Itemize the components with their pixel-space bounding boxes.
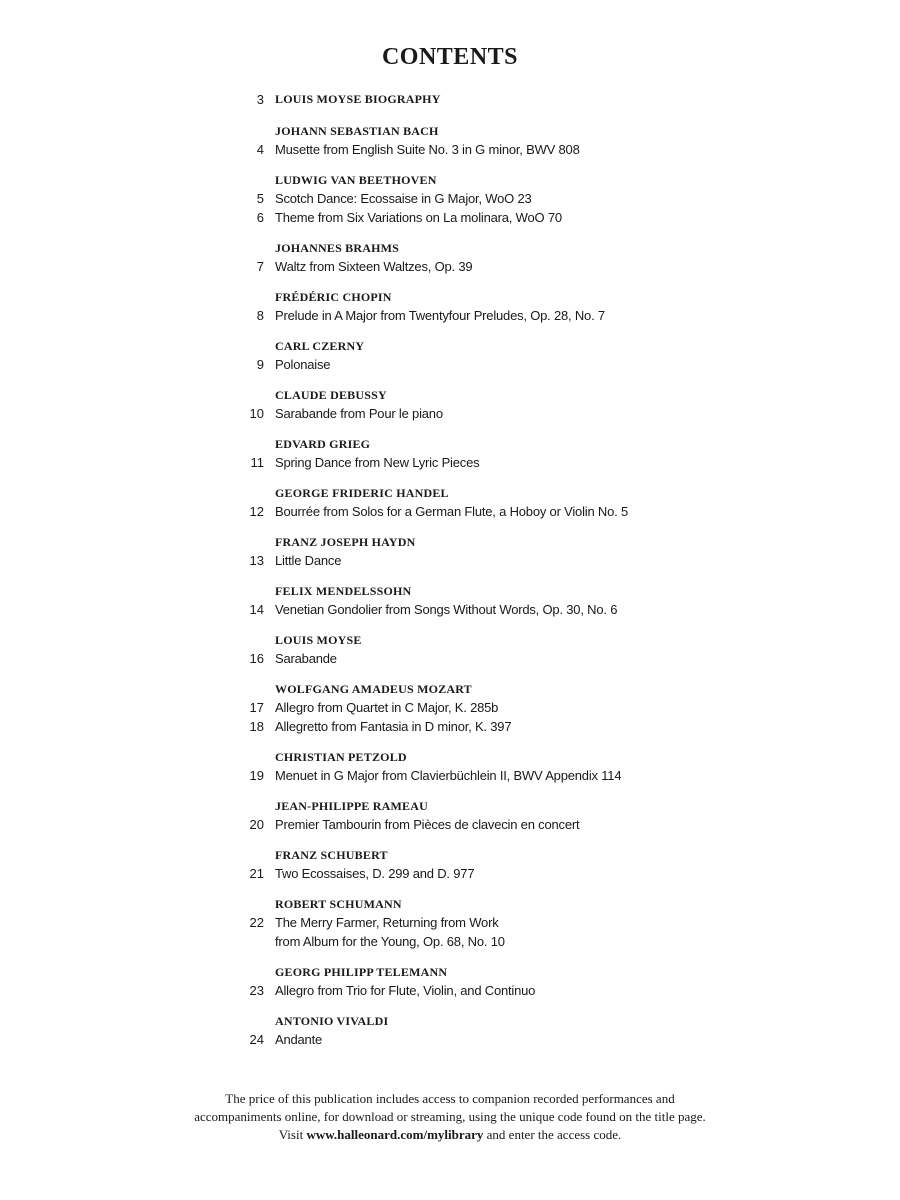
composer-name: ROBERT SCHUMANN [275, 897, 402, 911]
piece-title: Premier Tambourin from Pièces de clavecin en concert [275, 817, 580, 832]
composer-name: CARL CZERNY [275, 339, 365, 353]
toc-entry[interactable] [0, 815, 900, 834]
composer-heading [0, 240, 900, 257]
piece-title: Theme from Six Variations on La molinara, WoO 70 [275, 210, 562, 225]
composer-name: JOHANN SEBASTIAN BACH [275, 124, 439, 138]
page-number: 20 [249, 817, 264, 832]
toc-entry[interactable] [0, 717, 900, 736]
toc-entry[interactable] [0, 257, 900, 276]
page-number: 22 [249, 915, 264, 930]
page-number: 4 [256, 142, 264, 157]
composer-heading [0, 172, 900, 189]
piece-title: Allegretto from Fantasia in D minor, K. 397 [275, 719, 512, 734]
page-number: 21 [249, 866, 264, 881]
composer-name: LOUIS MOYSE [275, 633, 362, 647]
composer-group [0, 964, 900, 1000]
piece-title: Andante [275, 1032, 323, 1047]
composer-name: GEORGE FRIDERIC HANDEL [275, 486, 449, 500]
footer-note [0, 1090, 900, 1144]
toc-entry[interactable] [0, 355, 900, 374]
composer-name: FRANZ JOSEPH HAYDN [275, 535, 416, 549]
composer-group [0, 534, 900, 570]
piece-title: Two Ecossaises, D. 299 and D. 977 [275, 866, 475, 881]
composer-heading [0, 436, 900, 453]
composer-group [0, 583, 900, 619]
composer-group [0, 289, 900, 325]
composer-heading [0, 632, 900, 649]
page-number: 8 [256, 308, 264, 323]
page-number: 16 [249, 651, 264, 666]
composer-name: FRANZ SCHUBERT [275, 848, 388, 862]
piece-title: Little Dance [275, 553, 342, 568]
composer-name: GEORG PHILIPP TELEMANN [275, 965, 448, 979]
footer-line-3 [0, 1126, 900, 1144]
page-title: CONTENTS [381, 44, 519, 70]
composer-heading [0, 485, 900, 502]
piece-title: Polonaise [275, 357, 331, 372]
composer-group [0, 485, 900, 521]
page-number: 3 [256, 92, 264, 107]
biography-entry [0, 90, 900, 109]
piece-title: Waltz from Sixteen Waltzes, Op. 39 [275, 259, 473, 274]
page-number: 6 [256, 210, 264, 225]
page-number: 10 [249, 406, 264, 421]
composer-heading [0, 896, 900, 913]
composer-heading [0, 534, 900, 551]
piece-title: Menuet in G Major from Clavierbüchlein II, BWV Appendix 114 [275, 768, 622, 783]
composer-name: FELIX MENDELSSOHN [275, 584, 412, 598]
page-number: 17 [249, 700, 264, 715]
composer-group [0, 847, 900, 883]
piece-title: Allegro from Trio for Flute, Violin, and Continuo [275, 983, 536, 998]
toc-entry[interactable] [0, 453, 900, 472]
composer-name: LUDWIG VAN BEETHOVEN [275, 173, 437, 187]
composer-group [0, 896, 900, 951]
composer-group [0, 632, 900, 668]
toc-entry[interactable] [0, 981, 900, 1000]
page-number: 18 [249, 719, 264, 734]
piece-title: Spring Dance from New Lyric Pieces [275, 455, 480, 470]
table-of-contents [0, 90, 900, 1049]
page-number: 14 [249, 602, 264, 617]
toc-entry[interactable] [0, 189, 900, 208]
piece-title: Prelude in A Major from Twentyfour Preludes, Op. 28, No. 7 [275, 308, 605, 323]
page-number: 23 [249, 983, 264, 998]
composer-name: FRÉDÉRIC CHOPIN [275, 290, 392, 304]
composer-group [0, 338, 900, 374]
piece-title: Bourrée from Solos for a German Flute, a Hoboy or Violin No. 5 [275, 504, 628, 519]
page-number: 9 [256, 357, 264, 372]
composer-name: WOLFGANG AMADEUS MOZART [275, 682, 472, 696]
footer-line-1: The price of this publication includes access to companion recorded performances and [225, 1091, 675, 1106]
composer-group [0, 436, 900, 472]
toc-entry[interactable] [0, 649, 900, 668]
composer-name: CHRISTIAN PETZOLD [275, 750, 407, 764]
toc-entry[interactable] [0, 600, 900, 619]
composer-heading [0, 387, 900, 404]
composer-name: JOHANNES BRAHMS [275, 241, 400, 255]
piece-title: The Merry Farmer, Returning from Work [275, 915, 499, 930]
page-number: 12 [249, 504, 264, 519]
page-number: 13 [249, 553, 264, 568]
composer-heading [0, 749, 900, 766]
composer-group [0, 240, 900, 276]
toc-entry[interactable] [0, 306, 900, 325]
footer-line-2: accompaniments online, for download or streaming, using the unique code found on the title page. [194, 1109, 706, 1124]
composer-group [0, 798, 900, 834]
composer-group [0, 387, 900, 423]
toc-entry[interactable] [0, 1030, 900, 1049]
composer-group [0, 1013, 900, 1049]
composer-name: ANTONIO VIVALDI [275, 1014, 389, 1028]
composer-heading [0, 798, 900, 815]
composer-group [0, 681, 900, 736]
composer-heading [0, 964, 900, 981]
composer-name: JEAN-PHILIPPE RAMEAU [275, 799, 428, 813]
toc-entry[interactable] [0, 864, 900, 883]
composer-group [0, 123, 900, 159]
toc-entry[interactable] [0, 698, 900, 717]
composer-heading [0, 681, 900, 698]
piece-title: Allegro from Quartet in C Major, K. 285b [275, 700, 499, 715]
toc-entry[interactable] [0, 208, 900, 227]
piece-title: Sarabande from Pour le piano [275, 406, 443, 421]
composer-name: EDVARD GRIEG [275, 437, 371, 451]
toc-entry[interactable] [0, 502, 900, 521]
toc-entry[interactable] [0, 551, 900, 570]
toc-entry[interactable] [0, 913, 900, 932]
footer-access-text: and enter the access code. [483, 1127, 622, 1142]
page-number: 7 [256, 259, 264, 274]
toc-entry[interactable] [0, 140, 900, 159]
page-number: 11 [250, 455, 264, 470]
toc-entry[interactable] [0, 404, 900, 423]
page-number: 24 [249, 1032, 264, 1047]
composer-heading [0, 1013, 900, 1030]
page-number: 19 [249, 768, 264, 783]
composer-group [0, 749, 900, 785]
composer-heading [0, 338, 900, 355]
piece-title: from Album for the Young, Op. 68, No. 10 [275, 934, 505, 949]
biography-label: LOUIS MOYSE BIOGRAPHY [275, 92, 441, 106]
composer-heading [0, 847, 900, 864]
composer-name: CLAUDE DEBUSSY [275, 388, 387, 402]
piece-title: Sarabande [275, 651, 337, 666]
footer-visit-text: Visit [278, 1127, 307, 1142]
toc-entry[interactable] [0, 766, 900, 785]
composer-group [0, 172, 900, 227]
composer-heading [0, 123, 900, 140]
page-number: 5 [256, 191, 264, 206]
library-link[interactable]: www.halleonard.com/mylibrary [306, 1127, 484, 1142]
toc-entry[interactable] [0, 932, 900, 951]
composer-heading [0, 289, 900, 306]
piece-title: Venetian Gondolier from Songs Without Words, Op. 30, No. 6 [275, 602, 618, 617]
piece-title: Scotch Dance: Ecossaise in G Major, WoO 23 [275, 191, 532, 206]
piece-title: Musette from English Suite No. 3 in G minor, BWV 808 [275, 142, 580, 157]
composer-heading [0, 583, 900, 600]
